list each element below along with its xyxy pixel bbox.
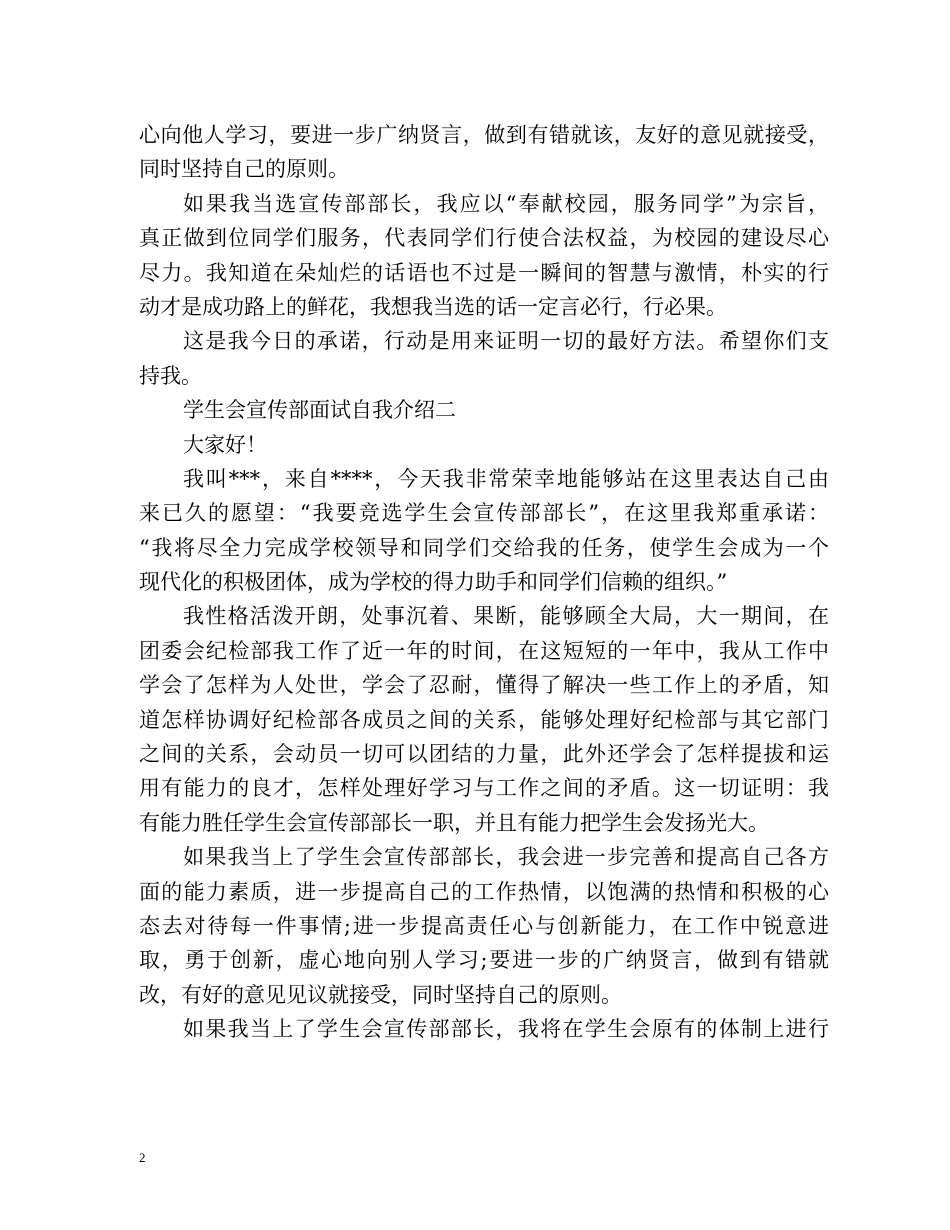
page-number: 2	[139, 1150, 146, 1165]
text-line: 团委会纪检部我工作了近一年的时间，在这短短的一年中，我从工作中	[139, 638, 829, 663]
text-line: 同时坚持自己的原则。	[139, 157, 349, 182]
text-line: 这是我今日的承诺，行动是用来证明一切的最好方法。希望你们支	[183, 329, 829, 354]
text-line: 学会了怎样为人处世，学会了忍耐，懂得了解决一些工作上的矛盾，知	[139, 673, 829, 698]
text-line: 动才是成功路上的鲜花，我想我当选的话一定言必行，行必果。	[139, 294, 727, 319]
text-line: 如果我当选宣传部部长，我应以“奉献校园，服务同学”为宗旨，	[183, 191, 829, 216]
text-line: 我叫***，来自****，今天我非常荣幸地能够站在这里表达自己由	[183, 466, 829, 491]
document-body	[139, 118, 829, 1047]
text-line: 有能力胜任学生会宣传部部长一职，并且有能力把学生会发扬光大。	[139, 810, 769, 835]
text-line: 态去对待每一件事情;进一步提高责任心与创新能力，在工作中锐意进	[139, 913, 829, 938]
text-line: 我性格活泼开朗，处事沉着、果断，能够顾全大局，大一期间，在	[183, 604, 829, 629]
text-line: 取，勇于创新，虚心地向别人学习;要进一步的广纳贤言，做到有错就	[139, 948, 829, 973]
text-line: 面的能力素质，进一步提高自己的工作热情，以饱满的热情和积极的心	[139, 879, 829, 904]
text-line: 用有能力的良才，怎样处理好学习与工作之间的矛盾。这一切证明：我	[139, 776, 829, 801]
text-line: 学生会宣传部面试自我介绍二	[183, 398, 456, 423]
text-line: 如果我当上了学生会宣传部部长，我将在学生会原有的体制上进行	[183, 1017, 829, 1042]
text-line: 来已久的愿望：“我要竞选学生会宣传部部长”，在这里我郑重承诺：	[139, 501, 829, 526]
text-line: 真正做到位同学们服务，代表同学们行使合法权益，为校园的建设尽心	[139, 226, 829, 251]
text-line: 持我。	[139, 363, 202, 388]
text-line: 如果我当上了学生会宣传部部长，我会进一步完善和提高自己各方	[183, 845, 829, 870]
text-line: 之间的关系，会动员一切可以团结的力量，此外还学会了怎样提拔和运	[139, 742, 829, 767]
text-line: 大家好！	[183, 432, 267, 457]
text-line: “我将尽全力完成学校领导和同学们交给我的任务，使学生会成为一个	[139, 535, 829, 560]
text-line: 改，有好的意见见议就接受，同时坚持自己的原则。	[139, 982, 622, 1007]
text-line: 心向他人学习，要进一步广纳贤言，做到有错就该，友好的意见就接受，	[139, 123, 829, 147]
text-line: 道怎样协调好纪检部各成员之间的关系，能够处理好纪检部与其它部门	[139, 707, 829, 732]
text-line: 尽力。我知道在朵灿烂的话语也不过是一瞬间的智慧与激情，朴实的行	[139, 260, 829, 285]
text-line: 现代化的积极团体，成为学校的得力助手和同学们信赖的组织。”	[139, 570, 728, 595]
